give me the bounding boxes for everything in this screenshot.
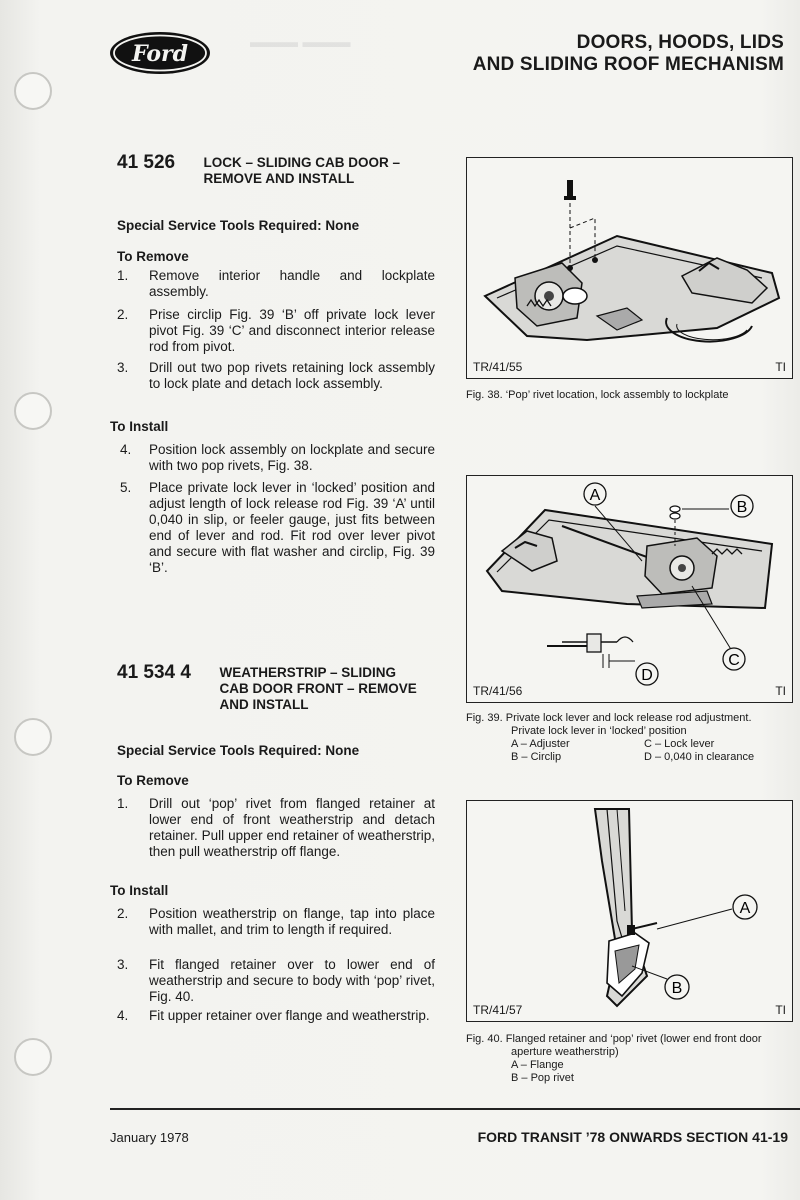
figure-39-caption: Fig. 39. Private lock lever and lock release rod adjustment. Private lock lever in ‘locked’ position	[466, 712, 752, 737]
callout-A: A	[589, 487, 601, 504]
figure-39-legend: A – Adjuster B – Circlip	[511, 738, 570, 763]
weatherstrip-illustration	[467, 801, 792, 1021]
section1-step-2: 2. Prise circlip Fig. 39 ‘B’ off private lock lever pivot Fig. 39 ‘C’ and disconnect interior release rod from pivot.	[117, 307, 435, 354]
figure-39-id: TR/41/56	[473, 684, 523, 698]
section1-number: 41 526	[117, 152, 176, 173]
section1-title-line1: LOCK – SLIDING CAB DOOR –	[203, 155, 400, 170]
section1-step-5: 5. Place private lock lever in ‘locked’ position and adjust length of lock release rod Fig. 39 ‘A’ until 0,040 in slip, or feeler gauge, just fits between end of lever and rod. Fit rod over lever pivot and secure with flat washer and circlip, Fig. 39 ‘B’.	[120, 480, 435, 575]
figure-38	[466, 157, 793, 379]
figure-40-tag: TI	[775, 1003, 786, 1017]
binder-hole	[14, 392, 52, 430]
section1-remove-heading: To Remove	[117, 249, 189, 264]
section2-step-2: 2. Position weatherstrip on flange, tap into place with mallet, and trim to length if required.	[117, 906, 435, 937]
figure-40-caption: Fig. 40. Flanged retainer and ‘pop’ rivet (lower end front door aperture weatherstrip)	[466, 1033, 762, 1058]
binder-hole	[14, 718, 52, 756]
section1-tools: Special Service Tools Required: None	[117, 218, 360, 233]
section2-title-line3: AND INSTALL	[219, 697, 309, 712]
section2-install-heading: To Install	[110, 883, 169, 898]
section1-step-4: 4. Position lock assembly on lockplate and secure with two pop rivets, Fig. 38.	[120, 442, 435, 473]
section2-remove-heading: To Remove	[117, 773, 189, 788]
section2-title-line1: WEATHERSTRIP – SLIDING	[219, 665, 396, 680]
section1-heading	[117, 152, 400, 187]
section2-step-4: 4. Fit upper retainer over flange and weatherstrip.	[117, 1008, 430, 1023]
header-title-line2: AND SLIDING ROOF MECHANISM	[472, 54, 784, 75]
section2-step-1: 1. Drill out ‘pop’ rivet from flanged retainer at lower end of front weatherstrip and detach retainer. Pull upper end retainer of weatherstrip, then pull weatherstrip off flange.	[117, 796, 435, 859]
figure-38-tag: TI	[775, 360, 786, 374]
callout-B: B	[671, 980, 683, 997]
section2-step-3: 3. Fit flanged retainer over to lower end of weatherstrip and secure to body with ‘pop’ rivet, Fig. 40.	[117, 957, 435, 1004]
callout-C: C	[728, 652, 740, 669]
figure-40-id: TR/41/57	[473, 1003, 523, 1017]
figure-39-tag: TI	[775, 684, 786, 698]
footer-date: January 1978	[110, 1130, 189, 1145]
figure-40	[466, 800, 793, 1022]
section2-title-line2: CAB DOOR FRONT – REMOVE	[219, 681, 417, 696]
section1-install-heading: To Install	[110, 419, 169, 434]
section1-step-1: 1. Remove interior handle and lockplate assembly.	[117, 268, 435, 299]
callout-A: A	[739, 900, 751, 917]
page-header	[473, 32, 784, 76]
bleed-through: ▬▬▬ ▬▬▬	[250, 34, 351, 51]
lock-lever-illustration	[467, 476, 792, 702]
section2-heading	[117, 662, 417, 713]
figure-40-legend: A – Flange B – Pop rivet	[511, 1059, 574, 1084]
binder-hole	[14, 72, 52, 110]
header-title-line1: DOORS, HOODS, LIDS	[576, 32, 784, 53]
figure-39	[466, 475, 793, 703]
figure-38-id: TR/41/55	[473, 360, 523, 374]
lock-assembly-illustration	[467, 158, 792, 378]
callout-D: D	[641, 667, 653, 684]
section2-tools: Special Service Tools Required: None	[117, 743, 360, 758]
figure-38-caption: Fig. 38. ‘Pop’ rivet location, lock assembly to lockplate	[466, 389, 729, 401]
section1-title-line2: REMOVE AND INSTALL	[203, 171, 355, 186]
binder-hole	[14, 1038, 52, 1076]
ford-logo	[108, 30, 212, 76]
callout-B: B	[736, 499, 748, 516]
ford-logo-text: Ford	[131, 41, 189, 67]
section2-number: 41 534 4	[117, 662, 191, 683]
figure-39-legend-right: C – Lock lever D – 0,040 in clearance	[644, 738, 755, 763]
section1-step-3: 3. Drill out two pop rivets retaining lock assembly to lock plate and detach lock assembly.	[117, 360, 435, 391]
footer-rule	[110, 1108, 800, 1110]
footer-manual-section: FORD TRANSIT ’78 ONWARDS SECTION 41-19	[477, 1129, 788, 1145]
